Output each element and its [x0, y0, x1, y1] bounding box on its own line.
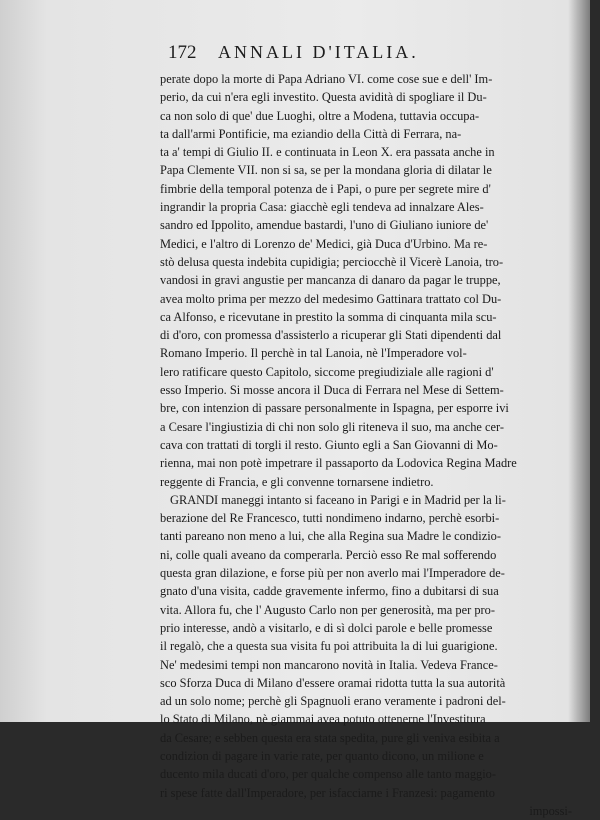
text-line: vita. Allora fu, che l' Augusto Carlo non per generosità, ma per pro- — [160, 602, 495, 617]
text-line: ri spese fatte dall'Imperadore, per isfacciarne i Franzesi: pagamento — [160, 785, 495, 800]
text-line: prio interesse, andò a visitarlo, e di sì dolci parole e belle promesse — [160, 620, 493, 635]
text-line: condizion di pagare in varie rate, per quanto dicono, un milione e — [160, 748, 484, 763]
text-line: berazione del Re Francesco, tutti nondimeno indarno, perchè esorbi- — [160, 511, 500, 526]
text-line: tanti pareano non meno a lui, che alla Regina sua Madre le condizio- — [160, 529, 501, 544]
text-line: perio, da cui n'era egli investito. Questa avidità di spogliare il Du- — [160, 90, 487, 105]
text-line: cava con trattati di torgli il resto. Giunto egli a San Giovanni di Mo- — [160, 437, 498, 452]
text-line: vandosi in gravi angustie per mancanza di danaro da pagar le truppe, — [160, 273, 501, 288]
text-line: bre, con intenzion di passare personalmente in Ispagna, per esporre ivi — [160, 401, 509, 416]
text-line: ad un solo nome; perchè gli Spagnuoli erano veramente i padroni del- — [160, 694, 506, 709]
text-line: ca non solo di que' due Luoghi, oltre a Modena, tuttavia occupa- — [160, 108, 480, 123]
text-line: ducento mila ducati d'oro, per qualche compenso alle tanto maggio- — [160, 767, 496, 782]
page-header — [168, 42, 573, 68]
text-line: Medici, e l'altro di Lorenzo de' Medici, già Duca d'Urbino. Ma re- — [160, 236, 488, 251]
text-line: reggente di Francia, e gli convenne tornarsene indietro. — [160, 474, 434, 489]
text-line: ingrandir la propria Casa: giacchè egli tendeva ad innalzare Ales- — [160, 200, 484, 215]
text-line: lero ratificare questo Capitolo, siccome pregiudiziale alle ragioni d' — [160, 364, 494, 379]
text-line: sandro ed Ippolito, amendue bastardi, l'uno di Giuliano iuniore de' — [160, 218, 489, 233]
running-title: ANNALI D'ITALIA. — [218, 42, 419, 62]
text-line: sco Sforza Duca di Milano d'essere oramai ridotta tutta la sua autorità — [160, 675, 506, 690]
text-line: rienna, mai non potè impetrare il passaporto da Lodovica Regina Madre — [160, 456, 517, 471]
text-line: stò delusa questa indebita cupidigia; perciocchè il Vicerè Lanoia, tro- — [160, 254, 504, 269]
catchword: impossi- — [529, 803, 572, 818]
text-line: fimbrie della temporal potenza de i Papi, o pure per segrete mire d' — [160, 181, 491, 196]
text-line: da Cesare; e sebben questa era stata spedita, pure gli veniva esibita a — [160, 730, 500, 745]
text-line: ta a' tempi di Giulio II. e continuata in Leon X. era passata anche in — [160, 145, 495, 160]
text-line: Romano Imperio. Il perchè in tal Lanoia, nè l'Imperadore vol- — [160, 346, 467, 361]
text-line: avea molto prima per mezzo del medesimo Gattinara trattato col Du- — [160, 291, 502, 306]
text-line: Ne' medesimi tempi non mancarono novità in Italia. Vedeva France- — [160, 657, 498, 672]
paragraph-start-line: GRANDI maneggi intanto si faceano in Parigi e in Madrid per la li- — [170, 492, 506, 507]
text-line: ta dall'armi Pontificie, ma eziandio della Città di Ferrara, na- — [160, 126, 462, 141]
text-line: gnato d'una visita, cadde gravemente infermo, fino a dubitarsi di sua — [160, 584, 499, 599]
text-line: questa gran dilazione, e forse più per non averlo mai l'Imperadore de- — [160, 566, 505, 581]
text-line: perate dopo la morte di Papa Adriano VI. come cose sue e dell' Im- — [160, 72, 493, 86]
text-line: ca Alfonso, e ricevutane in prestito la somma di cinquanta mila scu- — [160, 309, 497, 324]
text-line: ni, colle quali aveano da comperarla. Perciò esso Re mal sofferendo — [160, 547, 497, 562]
body-text — [160, 70, 578, 820]
text-line: esso Imperio. Si mosse ancora il Duca di Ferrara nel Mese di Settem- — [160, 383, 504, 398]
text-line: di d'oro, con promessa d'assisterlo a ricuperar gli Stati dipendenti dal — [160, 328, 502, 343]
text-line: a Cesare l'ingiustizia di chi non solo gli riteneva il suo, ma anche cer- — [160, 419, 504, 434]
text-line: il regalò, che a questa sua visita fu poi attribuita la di lui guarigione. — [160, 639, 498, 654]
text-line: lo Stato di Milano, nè giammai avea potuto ottenerne l'Investitura — [160, 712, 486, 727]
spine-shadow — [568, 0, 590, 722]
text-line: Papa Clemente VII. non si sa, se per la mondana gloria di dilatar le — [160, 163, 492, 178]
page-number: 172 — [168, 42, 197, 63]
